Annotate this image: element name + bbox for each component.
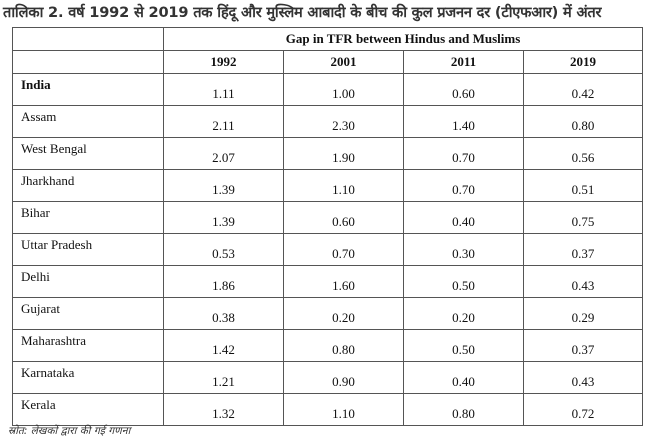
table-row xyxy=(13,138,643,170)
state-name-cell: West Bengal xyxy=(13,138,164,170)
source-note: स्रोत: लेखकों द्वारा की गई गणना xyxy=(8,425,131,437)
year-header-2019: 2019 xyxy=(524,51,643,74)
tfr-gap-value-cell: 2.30 xyxy=(284,106,404,138)
year-header-2011: 2011 xyxy=(404,51,524,74)
state-name-cell: Gujarat xyxy=(13,298,164,330)
tfr-gap-value-cell: 1.90 xyxy=(284,138,404,170)
tfr-gap-value-cell: 0.38 xyxy=(164,298,284,330)
tfr-gap-value-cell: 0.51 xyxy=(524,170,643,202)
tfr-gap-value-cell: 1.10 xyxy=(284,170,404,202)
tfr-gap-value-cell: 0.50 xyxy=(404,266,524,298)
tfr-gap-value-cell: 0.80 xyxy=(524,106,643,138)
state-name-cell: Assam xyxy=(13,106,164,138)
tfr-gap-value-cell: 0.42 xyxy=(524,74,643,106)
tfr-gap-value-cell: 1.42 xyxy=(164,330,284,362)
table-year-header-row xyxy=(13,51,643,74)
tfr-gap-table xyxy=(12,27,643,426)
tfr-gap-value-cell: 0.30 xyxy=(404,234,524,266)
table-group-header-row xyxy=(13,28,643,51)
tfr-gap-value-cell: 0.37 xyxy=(524,234,643,266)
tfr-gap-value-cell: 1.11 xyxy=(164,74,284,106)
tfr-gap-value-cell: 0.70 xyxy=(404,170,524,202)
state-name-cell: Maharashtra xyxy=(13,330,164,362)
tfr-gap-value-cell: 0.43 xyxy=(524,362,643,394)
state-name-cell: Uttar Pradesh xyxy=(13,234,164,266)
tfr-gap-value-cell: 1.40 xyxy=(404,106,524,138)
tfr-gap-value-cell: 0.40 xyxy=(404,362,524,394)
table-caption: तालिका 2. वर्ष 1992 से 2019 तक हिंदू और मुस्लिम आबादी के बीच की कुल प्रजनन दर (टीएफआर) में अंतर xyxy=(3,4,602,21)
tfr-gap-value-cell: 0.80 xyxy=(404,394,524,426)
empty-corner-cell xyxy=(13,28,164,51)
table-row xyxy=(13,74,643,106)
table-row xyxy=(13,106,643,138)
state-name-cell: Jharkhand xyxy=(13,170,164,202)
tfr-gap-value-cell: 0.72 xyxy=(524,394,643,426)
year-header-2001: 2001 xyxy=(284,51,404,74)
state-name-cell: Bihar xyxy=(13,202,164,234)
state-name-cell: Karnataka xyxy=(13,362,164,394)
tfr-gap-value-cell: 1.32 xyxy=(164,394,284,426)
tfr-gap-value-cell: 0.40 xyxy=(404,202,524,234)
tfr-gap-value-cell: 0.70 xyxy=(284,234,404,266)
tfr-gap-value-cell: 0.56 xyxy=(524,138,643,170)
table-row xyxy=(13,362,643,394)
tfr-gap-value-cell: 1.00 xyxy=(284,74,404,106)
year-header-1992: 1992 xyxy=(164,51,284,74)
tfr-gap-value-cell: 2.11 xyxy=(164,106,284,138)
tfr-gap-value-cell: 0.60 xyxy=(284,202,404,234)
tfr-gap-value-cell: 0.70 xyxy=(404,138,524,170)
tfr-gap-value-cell: 2.07 xyxy=(164,138,284,170)
state-name-cell: India xyxy=(13,74,164,106)
tfr-gap-value-cell: 0.37 xyxy=(524,330,643,362)
tfr-gap-value-cell: 0.50 xyxy=(404,330,524,362)
tfr-gap-value-cell: 1.86 xyxy=(164,266,284,298)
tfr-gap-value-cell: 1.10 xyxy=(284,394,404,426)
tfr-gap-value-cell: 0.43 xyxy=(524,266,643,298)
table-row xyxy=(13,170,643,202)
table-row xyxy=(13,330,643,362)
tfr-gap-value-cell: 0.29 xyxy=(524,298,643,330)
state-name-cell: Kerala xyxy=(13,394,164,426)
tfr-gap-value-cell: 0.90 xyxy=(284,362,404,394)
tfr-gap-value-cell: 1.39 xyxy=(164,170,284,202)
tfr-gap-value-cell: 1.21 xyxy=(164,362,284,394)
tfr-gap-value-cell: 0.20 xyxy=(404,298,524,330)
empty-state-header-cell xyxy=(13,51,164,74)
group-header-gap-tfr: Gap in TFR between Hindus and Muslims xyxy=(164,28,643,51)
tfr-gap-value-cell: 0.60 xyxy=(404,74,524,106)
tfr-gap-value-cell: 0.80 xyxy=(284,330,404,362)
table-row xyxy=(13,298,643,330)
table-row xyxy=(13,202,643,234)
table-row xyxy=(13,394,643,426)
table-row xyxy=(13,266,643,298)
table-row xyxy=(13,234,643,266)
tfr-gap-value-cell: 0.75 xyxy=(524,202,643,234)
tfr-gap-value-cell: 1.60 xyxy=(284,266,404,298)
tfr-gap-value-cell: 0.53 xyxy=(164,234,284,266)
state-name-cell: Delhi xyxy=(13,266,164,298)
tfr-gap-value-cell: 1.39 xyxy=(164,202,284,234)
tfr-gap-value-cell: 0.20 xyxy=(284,298,404,330)
